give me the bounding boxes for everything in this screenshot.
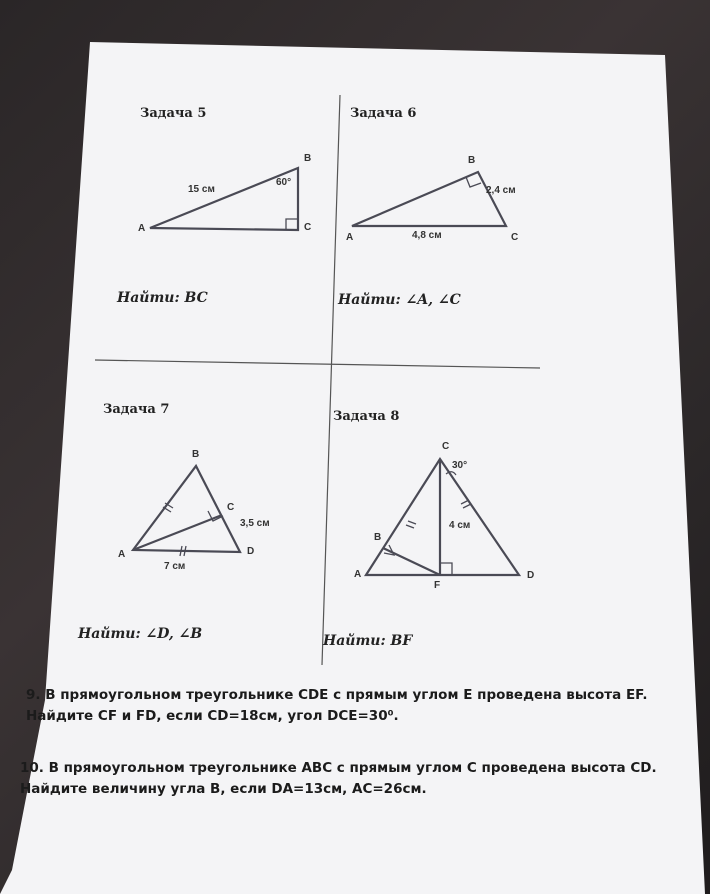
task6-bc-label: 2,4 см	[486, 185, 516, 196]
task8-label-c: C	[442, 441, 450, 452]
task8-title: Задача 8	[333, 409, 400, 424]
task9-text: 9. В прямоугольном треугольнике CDE с прямым углом E проведена высота EF. Найдите CF и FD, если CD=18см, угол DCE=30⁰.	[26, 687, 648, 724]
task6-label-b: B	[468, 155, 476, 166]
task6-title: Задача 6	[350, 106, 417, 121]
task6-find: Найти: ∠A, ∠C	[338, 292, 461, 308]
task8-cf-label: 4 см	[449, 520, 471, 531]
task8-angle-label: 30°	[452, 460, 468, 471]
task8-find: Найти: BF	[323, 633, 413, 649]
task7-label-d: D	[247, 546, 255, 557]
task8-label-d: D	[527, 570, 535, 581]
task5-angle-label: 60°	[276, 177, 292, 188]
task8-label-a: A	[354, 569, 362, 580]
task6-ac-label: 4,8 см	[412, 230, 442, 241]
task10-text: 10. В прямоугольном треугольнике ABC с прямым углом C проведена высота CD. Найдите величину угла B, если DA=13см, AC=26см.	[20, 760, 657, 797]
task6-label-a: A	[346, 232, 354, 243]
task5-label-c: C	[304, 222, 312, 233]
task5-title: Задача 5	[140, 106, 207, 121]
task5-label-b: B	[304, 153, 312, 164]
task6-label-c: C	[511, 232, 519, 243]
task5-find: Найти: BC	[117, 290, 208, 306]
task7-label-a: A	[118, 549, 126, 560]
task8-label-b: B	[374, 532, 382, 543]
task7-label-c: C	[227, 502, 235, 513]
task5-label-a: A	[138, 223, 146, 234]
task5-side-label: 15 см	[188, 184, 215, 195]
task8-label-f: F	[434, 580, 441, 591]
task7-label-b: B	[192, 449, 200, 460]
task7-cd-label: 3,5 см	[240, 518, 270, 529]
task7-find: Найти: ∠D, ∠B	[78, 626, 203, 642]
task7-title: Задача 7	[103, 402, 170, 417]
task7-ad-label: 7 см	[164, 561, 186, 572]
